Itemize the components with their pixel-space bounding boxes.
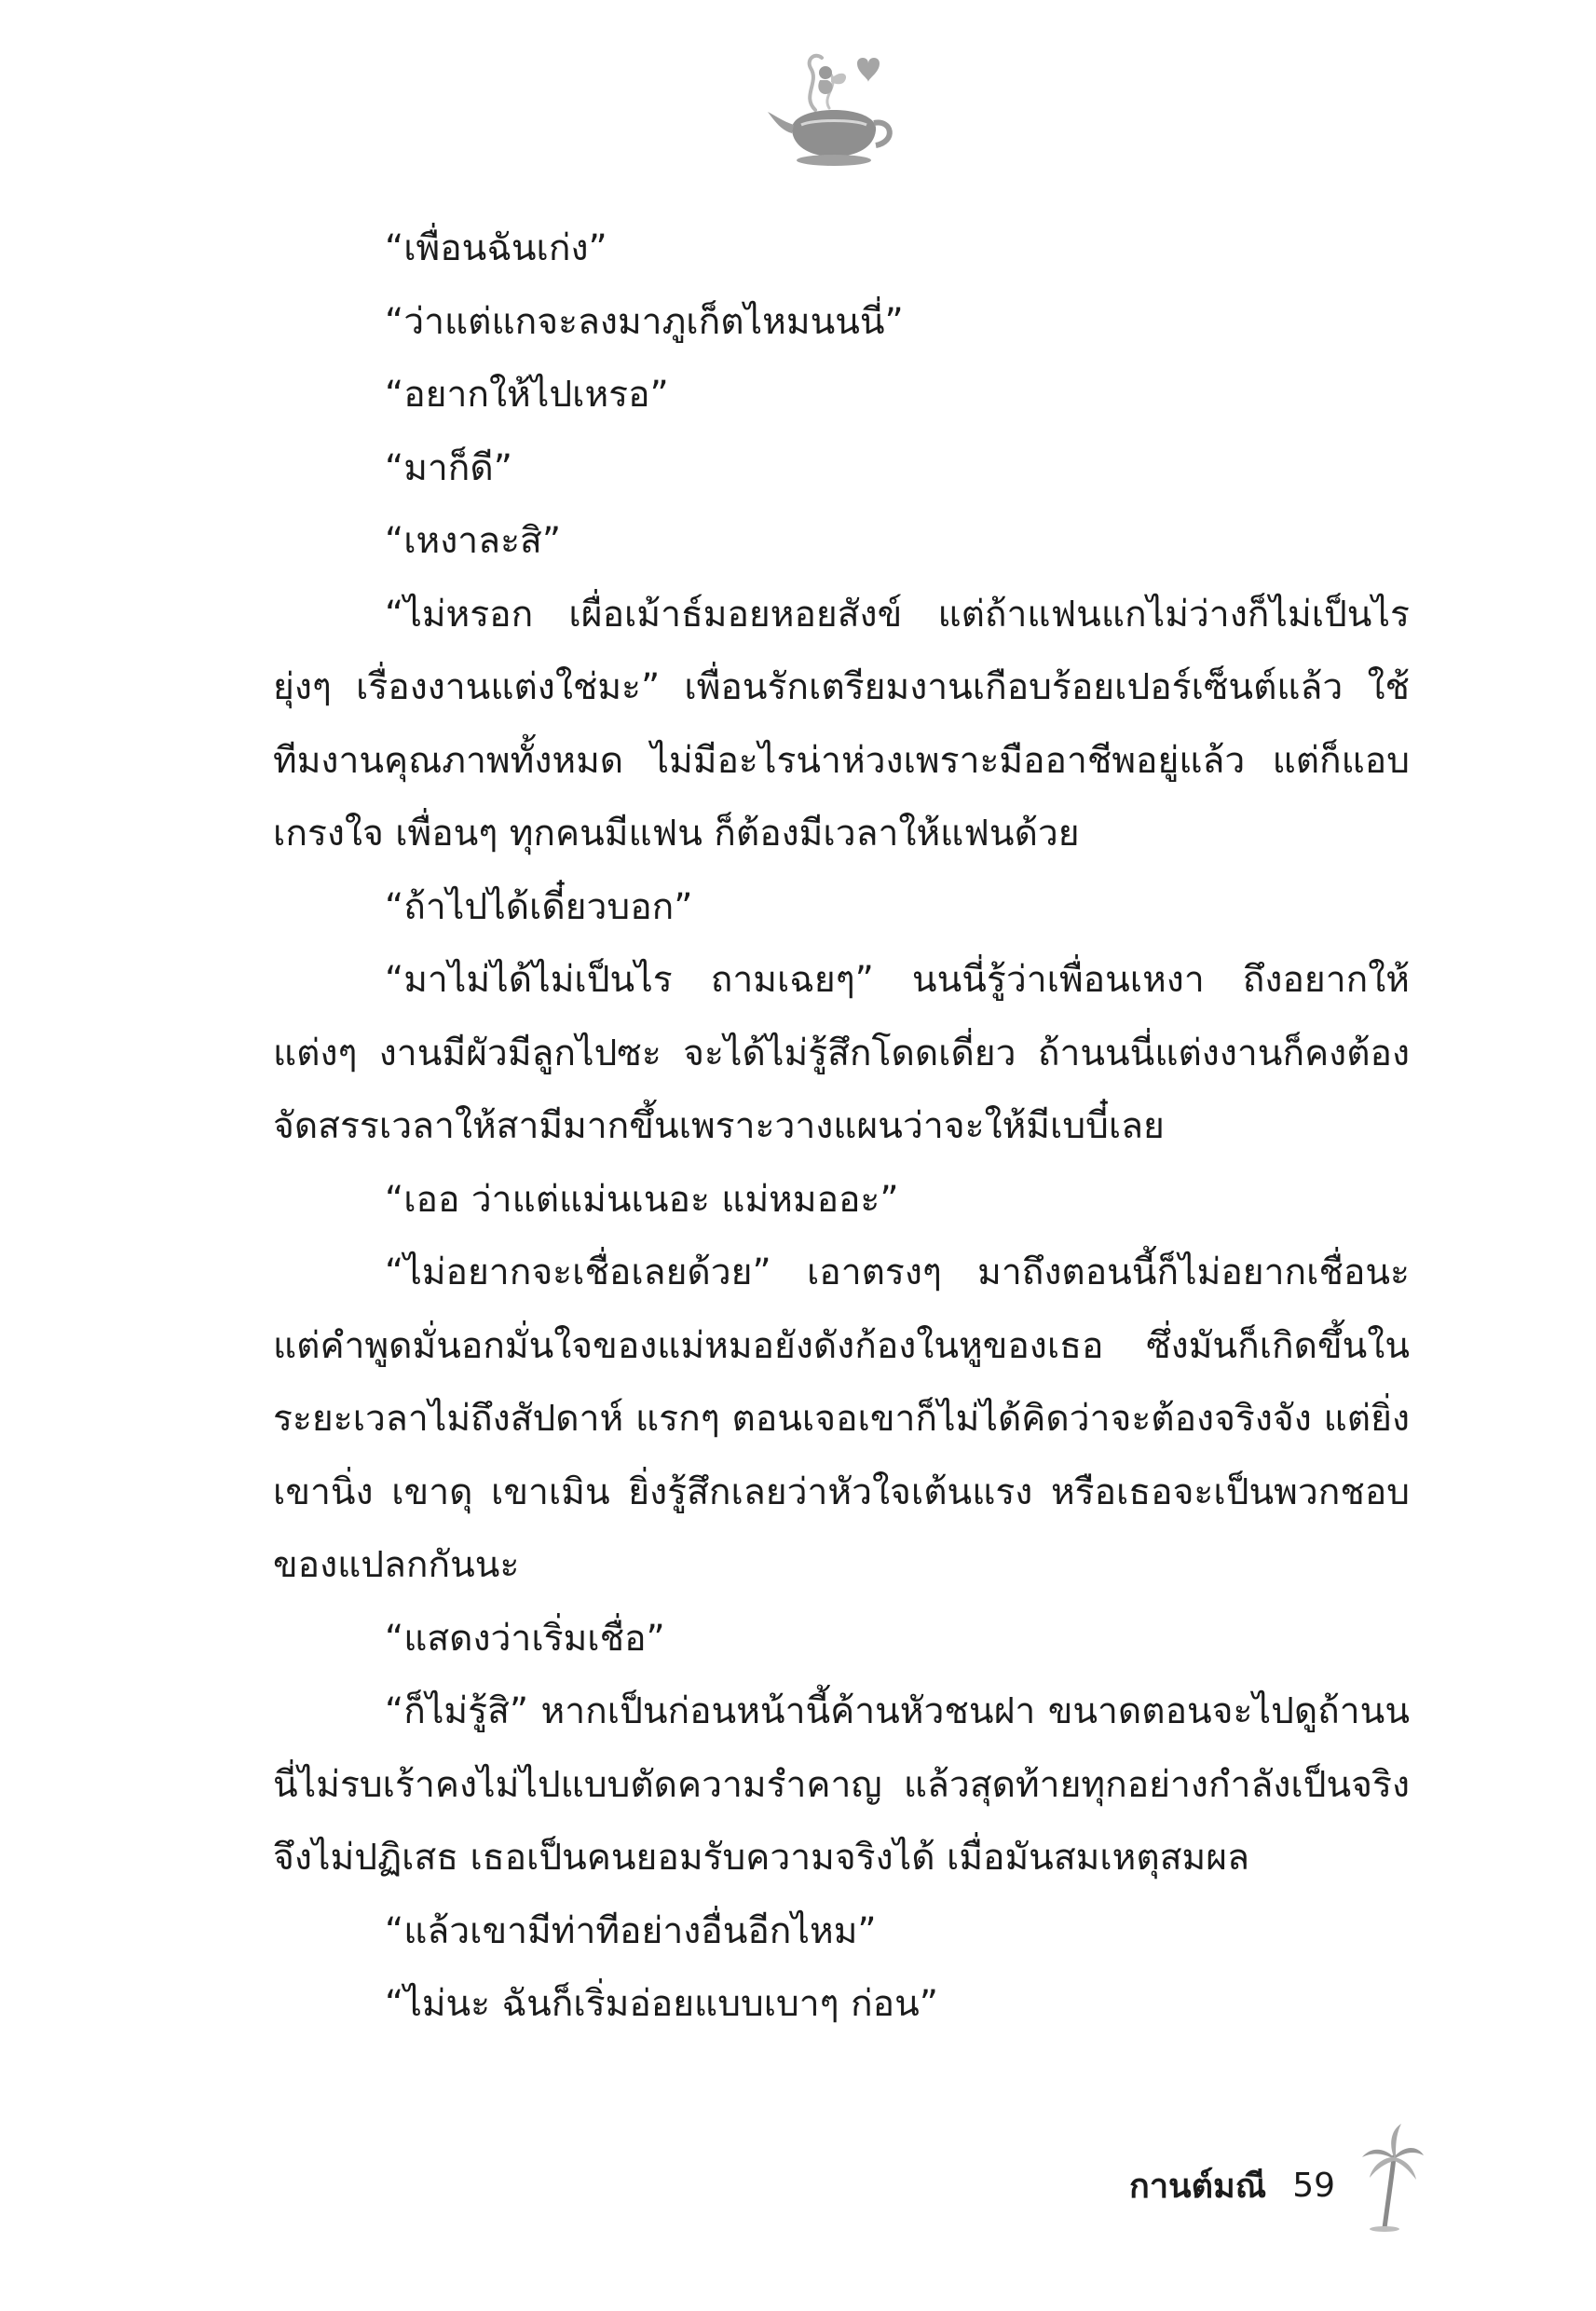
cupid-teapot-icon <box>764 45 904 175</box>
paragraph: “แล้วเขามีท่าทีอย่างอื่นอีกไหม” <box>385 1909 877 1952</box>
paragraph: “ไม่นะ ฉันก็เริ่มอ่อยแบบเบาๆ ก่อน” <box>385 1983 938 2025</box>
paragraph: “มาก็ดี” <box>385 446 512 489</box>
body-text <box>273 212 1410 2042</box>
paragraph: “แสดงว่าเริ่มเชื่อ” <box>385 1617 665 1660</box>
paragraph: “ก็ไม่รู้สิ” หากเป็นก่อนหน้านี้ค้านหัวชนฝา ขนาดตอนจะไปดูถ้านนนี่ไม่รบเร้าคงไม่ไปแบบตัดความรำคาญ แล้วสุดท้ายทุกอย่างกำลังเป็นจริง จึงไม่ปฏิเสธ เธอเป็นคนยอมรับความจริงได้ เมื่อมันสมเหตุสมผล <box>273 1690 1410 1879</box>
page-number: 59 <box>1292 2166 1335 2205</box>
paragraph: “เหงาละสิ” <box>385 520 562 562</box>
paragraph: “เออ ว่าแต่แม่นเนอะ แม่หมออะ” <box>385 1178 899 1221</box>
palm-tree-icon <box>1360 2120 1425 2232</box>
paragraph: “ไม่หรอก เผื่อเม้าธ์มอยหอยสังข์ แต่ถ้าแฟนแกไม่ว่างก็ไม่เป็นไร ยุ่งๆ เรื่องงานแต่งใช่มะ” เพื่อนรักเตรียมงานเกือบร้อยเปอร์เซ็นต์แล้ว ใช้ทีมงานคุณภาพทั้งหมด ไม่มีอะไรน่าห่วงเพราะมืออาชีพอยู่แล้ว แต่ก็แอบเกรงใจ เพื่อนๆ ทุกคนมีแฟน ก็ต้องมีเวลาให้แฟนด้วย <box>273 593 1410 855</box>
book-title: กานต์มณี <box>1129 2167 1267 2206</box>
paragraph: “อยากให้ไปเหรอ” <box>385 374 669 416</box>
paragraph: “ถ้าไปได้เดี๋ยวบอก” <box>385 885 693 928</box>
paragraph: “ไม่อยากจะเชื่อเลยด้วย” เอาตรงๆ มาถึงตอนนี้ก็ไม่อยากเชื่อนะ แต่คำพูดมั่นอกมั่นใจของแม่หมอยังดังก้องในหูของเธอ ซึ่งมันก็เกิดขึ้นในระยะเวลาไม่ถึงสัปดาห์ แรกๆ ตอนเจอเขาก็ไม่ได้คิดว่าจะต้องจริงจัง แต่ยิ่งเขานิ่ง เขาดุ เขาเมิน ยิ่งรู้สึกเลยว่าหัวใจเต้นแรง หรือเธอจะเป็นพวกชอบของแปลกกันนะ <box>273 1251 1410 1586</box>
paragraph: “ว่าแต่แกจะลงมาภูเก็ตไหมนนนี่” <box>385 300 904 343</box>
paragraph: “มาไม่ได้ไม่เป็นไร ถามเฉยๆ” นนนี่รู้ว่าเพื่อนเหงา ถึงอยากให้แต่งๆ งานมีผัวมีลูกไปซะ จะได้ไม่รู้สึกโดดเดี่ยว ถ้านนนี่แต่งงานก็คงต้องจัดสรรเวลาให้สามีมากขึ้นเพราะวางแผนว่าจะให้มีเบบี๋เลย <box>273 959 1410 1147</box>
paragraph: “เพื่อนฉันเก่ง” <box>385 227 607 269</box>
page-footer <box>1129 2148 1335 2222</box>
